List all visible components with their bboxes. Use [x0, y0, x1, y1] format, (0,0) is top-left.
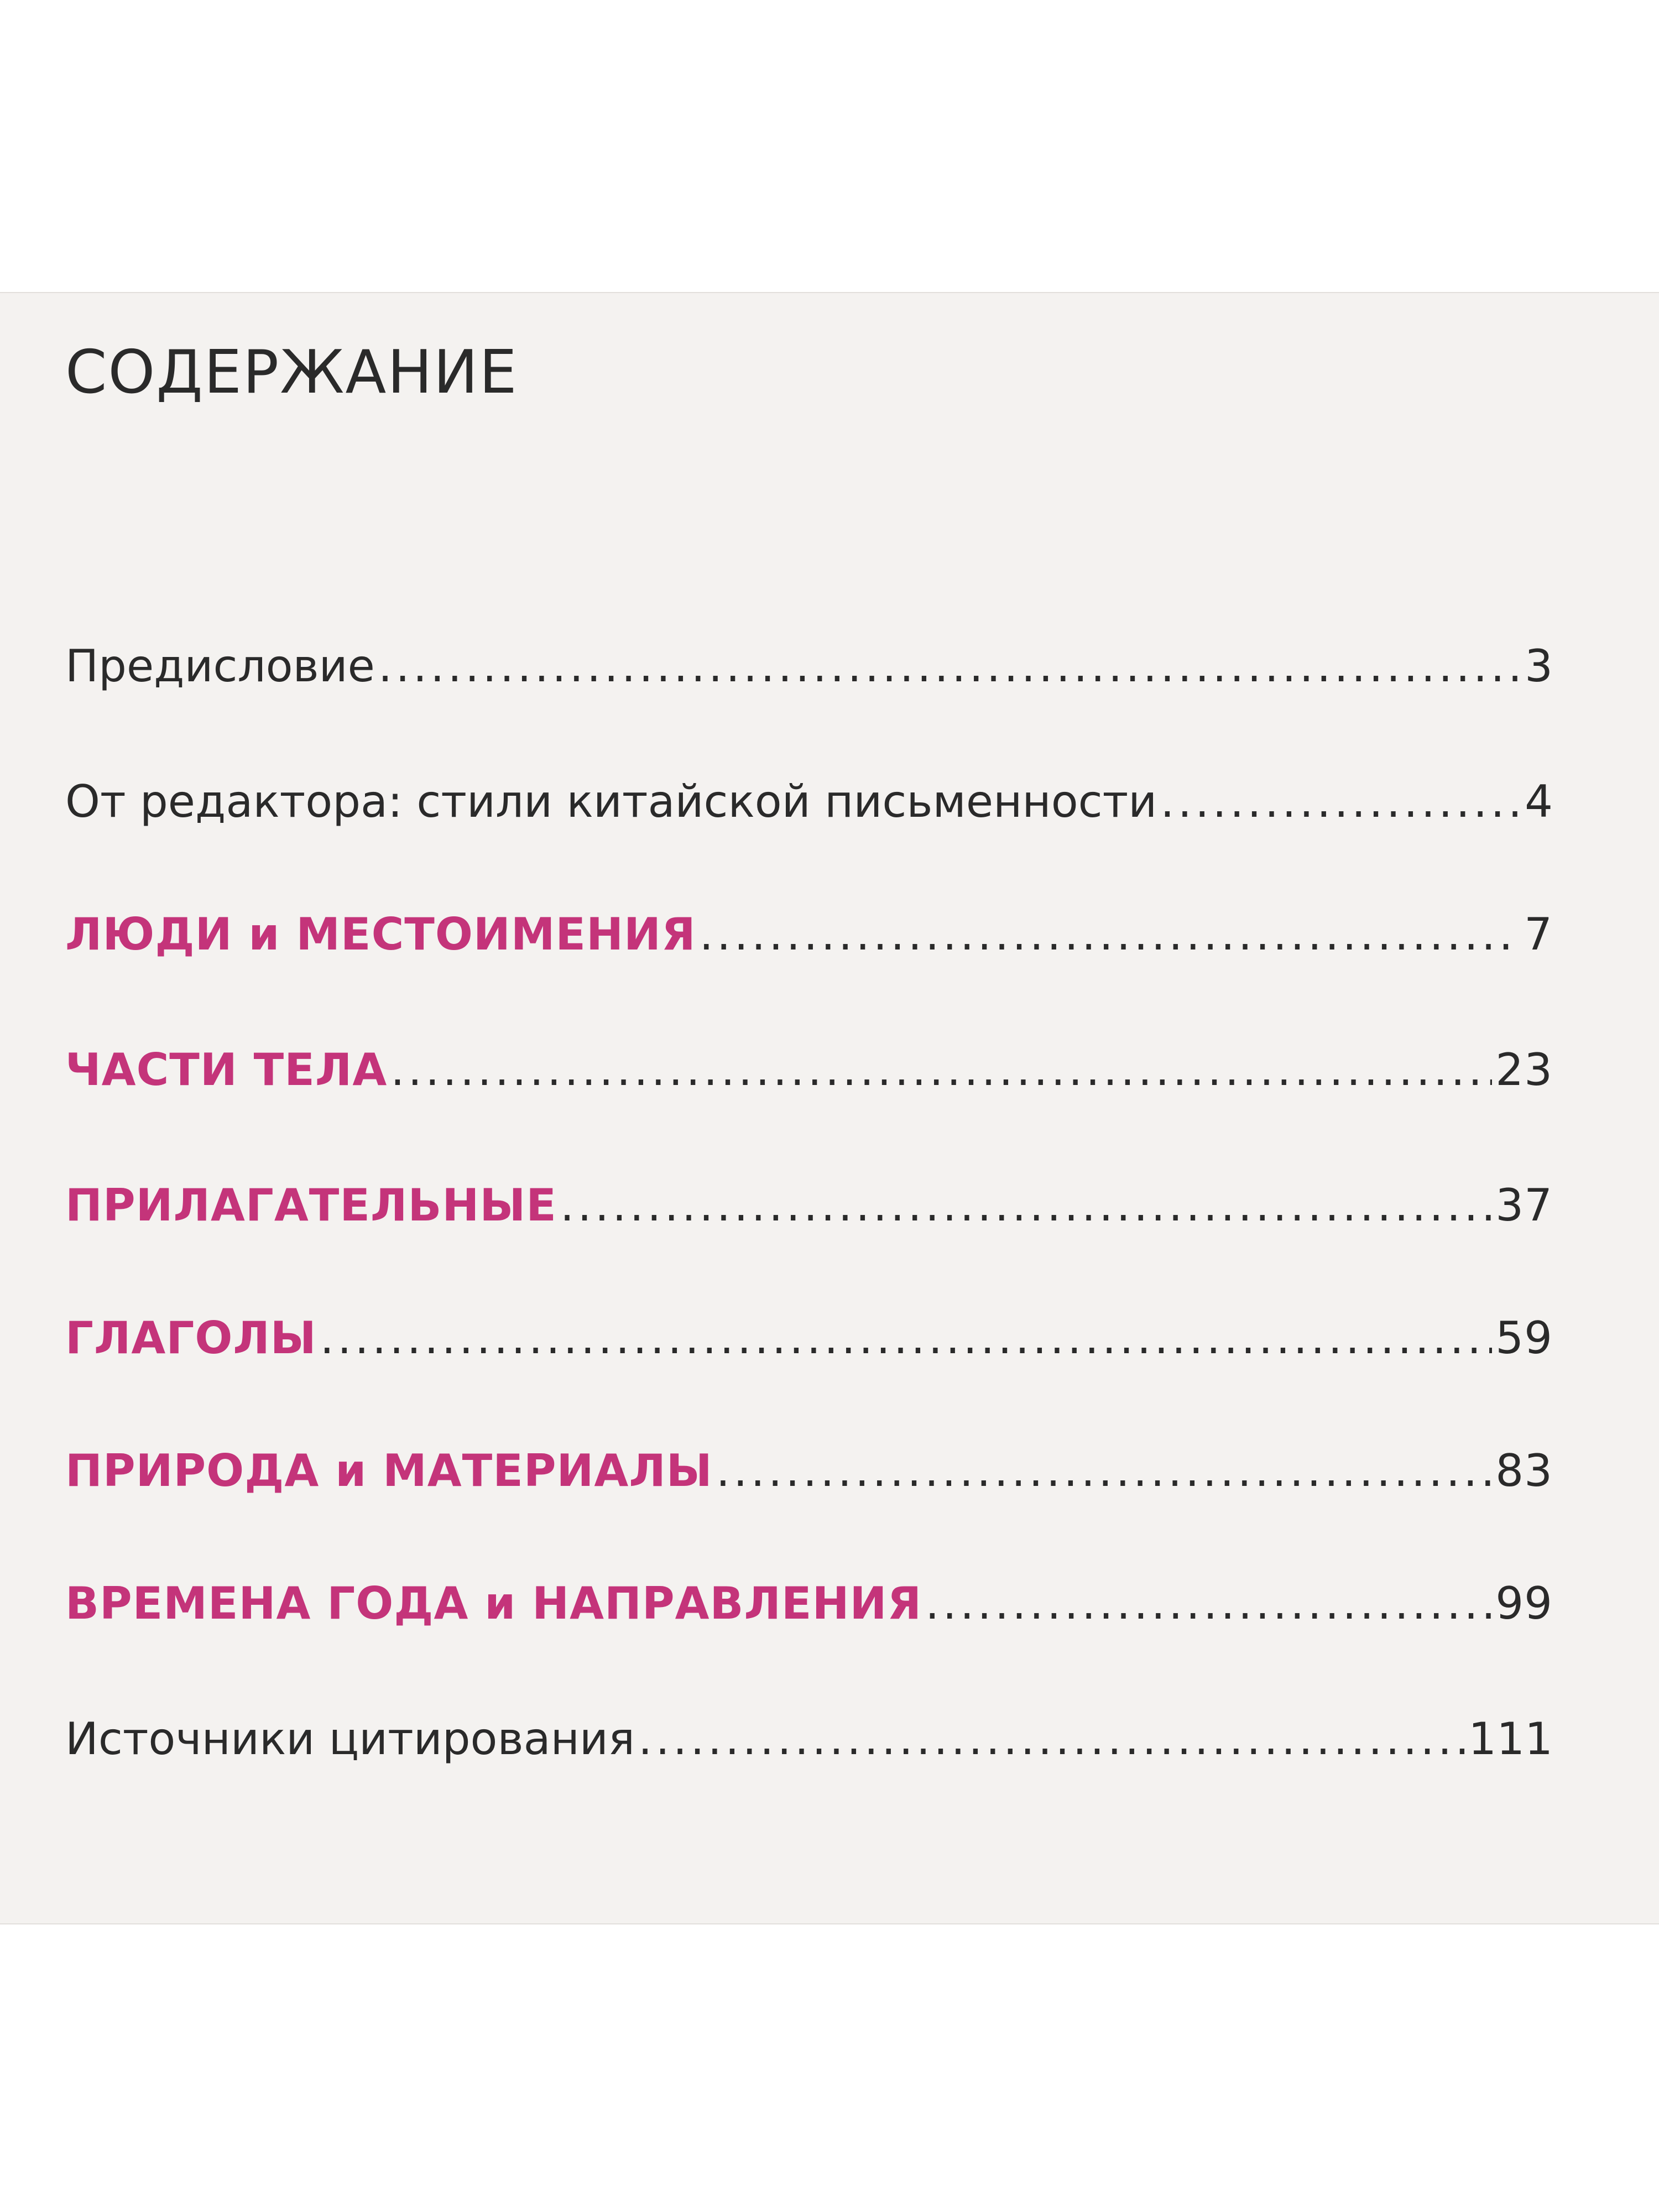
toc-page-number: 37	[1495, 1180, 1553, 1231]
toc-section-title: ПРИЛАГАТЕЛЬНЫЕ	[65, 1180, 557, 1231]
toc-section-body-parts	[65, 1044, 1553, 1120]
toc-page-number: 111	[1468, 1713, 1553, 1765]
toc-dot-leader	[716, 1449, 1493, 1493]
toc-entry-title: От редактора: стили китайской письменности	[65, 776, 1157, 827]
toc-page-number: 4	[1525, 776, 1553, 827]
toc-section-nature-materials	[65, 1445, 1553, 1521]
toc-entry-title: Предисловие	[65, 640, 375, 692]
toc-page-number: 23	[1495, 1044, 1553, 1095]
toc-page-number: 83	[1495, 1445, 1553, 1496]
toc-section-title: ПРИРОДА и МАТЕРИАЛЫ	[65, 1445, 713, 1496]
toc-dot-leader	[1160, 780, 1521, 824]
toc-dot-leader	[320, 1316, 1493, 1360]
toc-section-people-pronouns	[65, 909, 1553, 984]
toc-section-seasons-directions	[65, 1578, 1553, 1653]
toc-dot-leader	[700, 912, 1521, 957]
toc-page-number: 99	[1495, 1578, 1553, 1629]
toc-section-title: ЛЮДИ и МЕСТОИМЕНИЯ	[65, 909, 696, 960]
book-page	[0, 292, 1659, 1924]
toc-entry-title: Источники цитирования	[65, 1713, 635, 1765]
toc-entry-sources	[65, 1713, 1553, 1789]
toc-dot-leader	[378, 644, 1521, 688]
toc-dot-leader	[925, 1582, 1492, 1626]
toc-section-adjectives	[65, 1180, 1553, 1255]
toc-page-number: 59	[1495, 1312, 1553, 1364]
toc-section-title: ВРЕМЕНА ГОДА и НАПРАВЛЕНИЯ	[65, 1578, 922, 1629]
toc-dot-leader	[638, 1717, 1465, 1761]
contents-heading: СОДЕРЖАНИЕ	[65, 338, 518, 407]
toc-entry-preface	[65, 640, 1553, 716]
toc-page-number: 3	[1525, 640, 1553, 692]
toc-entry-editor-note	[65, 776, 1553, 852]
toc-section-title: ГЛАГОЛЫ	[65, 1312, 317, 1364]
toc-section-verbs	[65, 1312, 1553, 1388]
toc-page-number: 7	[1524, 909, 1553, 960]
toc-dot-leader	[560, 1183, 1492, 1228]
toc-dot-leader	[390, 1048, 1492, 1092]
toc-section-title: ЧАСТИ ТЕЛА	[65, 1044, 388, 1095]
